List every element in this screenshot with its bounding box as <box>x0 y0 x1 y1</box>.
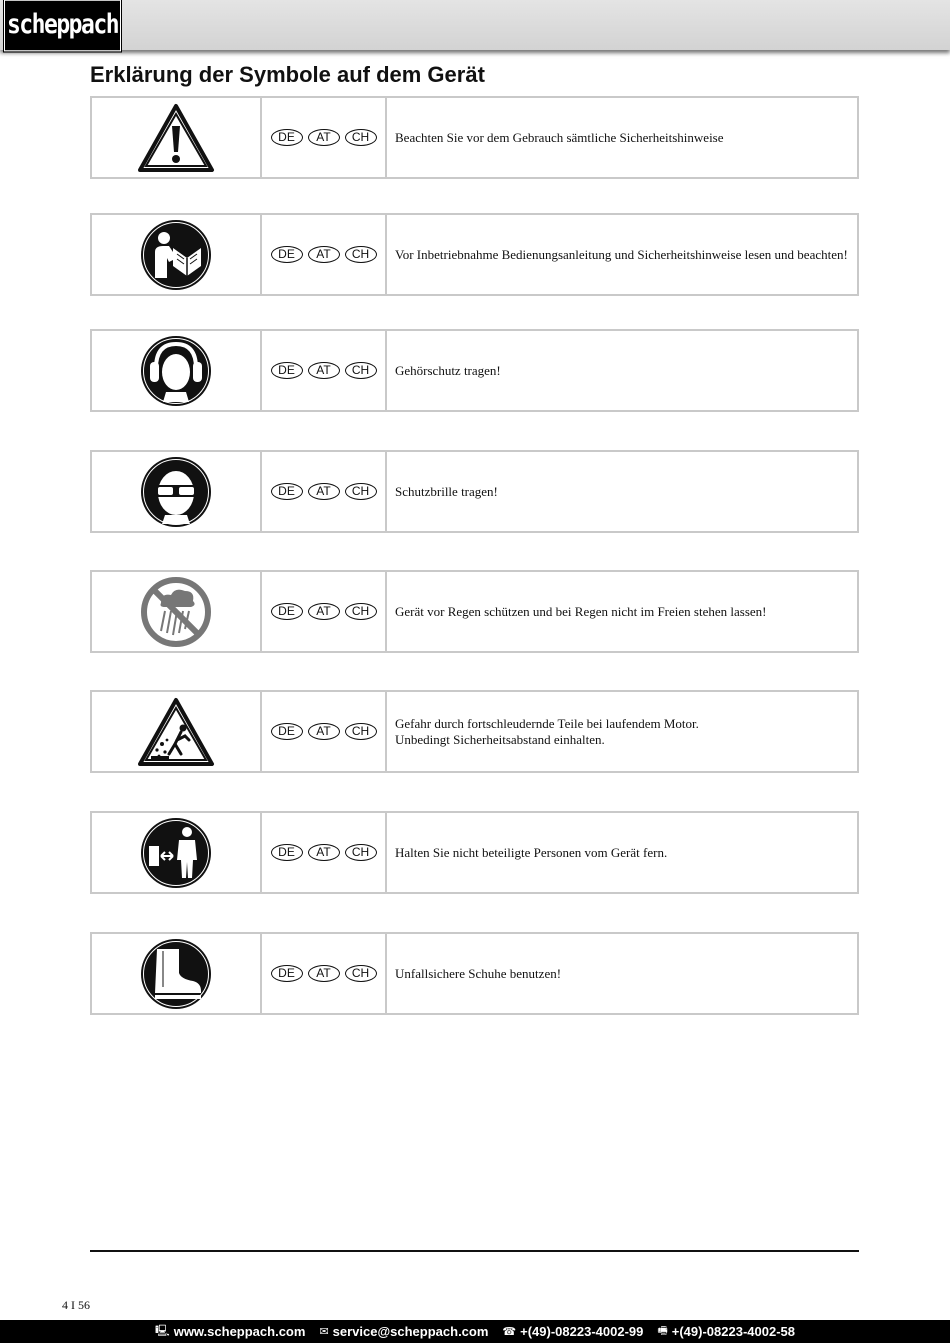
symbol-row <box>90 329 859 412</box>
country-badge-ch: CH <box>345 844 377 861</box>
country-badge-ch: CH <box>345 965 377 982</box>
symbol-row <box>90 570 859 653</box>
safety-shoes-icon <box>139 937 213 1011</box>
symbol-icon-cell <box>92 692 262 771</box>
country-badge-ch: CH <box>345 603 377 620</box>
symbol-icon-cell <box>92 572 262 651</box>
description-line: Halten Sie nicht beteiligte Personen vom Gerät fern. <box>395 844 668 860</box>
country-badge-de: DE <box>271 362 303 379</box>
symbol-row <box>90 450 859 533</box>
country-badge-at: AT <box>308 483 340 500</box>
country-badge-ch: CH <box>345 246 377 263</box>
symbol-icon-cell <box>92 98 262 177</box>
country-badge-ch: CH <box>345 483 377 500</box>
description-line: Gerät vor Regen schützen und bei Regen nicht im Freien stehen lassen! <box>395 603 767 619</box>
description-line: Unbedingt Sicherheitsabstand einhalten. <box>395 731 605 747</box>
country-badges <box>262 331 387 410</box>
footer-fax <box>657 1322 795 1341</box>
symbol-row <box>90 690 859 773</box>
country-badges <box>262 813 387 892</box>
brand-logo: scheppach <box>4 0 121 51</box>
country-badge-de: DE <box>271 965 303 982</box>
country-badge-ch: CH <box>345 129 377 146</box>
symbol-description <box>387 572 857 651</box>
symbol-row <box>90 213 859 296</box>
footer-bar <box>0 1320 950 1343</box>
country-badge-de: DE <box>271 483 303 500</box>
symbol-icon-cell <box>92 934 262 1013</box>
country-badges <box>262 572 387 651</box>
symbol-description <box>387 98 857 177</box>
phone-number: +(49)-08223-4002-99 <box>520 1324 644 1339</box>
symbol-description <box>387 934 857 1013</box>
country-badge-de: DE <box>271 246 303 263</box>
description-line: Gefahr durch fortschleudernde Teile bei laufendem Motor. <box>395 715 699 731</box>
country-badge-de: DE <box>271 603 303 620</box>
page-number: 4 I 56 <box>62 1298 90 1312</box>
country-badge-ch: CH <box>345 362 377 379</box>
footer-email[interactable] <box>319 1324 488 1339</box>
country-badge-at: AT <box>308 246 340 263</box>
symbol-icon-cell <box>92 813 262 892</box>
description-line: Beachten Sie vor dem Gebrauch sämtliche Sicherheitshinweise <box>395 129 724 145</box>
country-badges <box>262 934 387 1013</box>
symbol-row <box>90 811 859 894</box>
read-manual-icon <box>139 218 213 292</box>
country-badge-at: AT <box>308 844 340 861</box>
symbol-row <box>90 932 859 1015</box>
description-line: Vor Inbetriebnahme Bedienungsanleitung und Sicherheitshinweise lesen und beachten! <box>395 246 848 262</box>
country-badges <box>262 692 387 771</box>
computer-icon: 🖳︎ <box>155 1325 170 1337</box>
country-badge-de: DE <box>271 844 303 861</box>
country-badge-de: DE <box>271 723 303 740</box>
country-badges <box>262 452 387 531</box>
flying-debris-warning-icon <box>137 696 215 768</box>
symbol-row <box>90 96 859 179</box>
footer-divider <box>90 1250 859 1252</box>
safety-goggles-icon <box>139 455 213 529</box>
no-rain-icon <box>139 575 213 649</box>
country-badge-at: AT <box>308 129 340 146</box>
description-line: Schutzbrille tragen! <box>395 483 498 499</box>
country-badge-at: AT <box>308 362 340 379</box>
fax-icon: 🖷︎ <box>657 1325 668 1337</box>
symbol-icon-cell <box>92 452 262 531</box>
fax-number: +(49)-08223-4002-58 <box>671 1324 795 1339</box>
footer-website[interactable] <box>155 1322 305 1341</box>
country-badge-ch: CH <box>345 723 377 740</box>
country-badge-de: DE <box>271 129 303 146</box>
symbol-description <box>387 813 857 892</box>
country-badges <box>262 215 387 294</box>
country-badge-at: AT <box>308 603 340 620</box>
footer-phone <box>502 1324 643 1339</box>
symbol-description <box>387 692 857 771</box>
ear-protection-icon <box>139 334 213 408</box>
country-badges <box>262 98 387 177</box>
description-line: Unfallsichere Schuhe benutzen! <box>395 965 562 981</box>
header-bar <box>0 0 950 50</box>
symbol-icon-cell <box>92 215 262 294</box>
keep-distance-icon <box>139 816 213 890</box>
symbol-description <box>387 331 857 410</box>
mail-icon: ✉︎ <box>319 1326 329 1338</box>
phone-icon: ☎︎ <box>502 1326 517 1338</box>
symbol-icon-cell <box>92 331 262 410</box>
page-title: Erklärung der Symbole auf dem Gerät <box>90 62 485 87</box>
symbol-description <box>387 215 857 294</box>
country-badge-at: AT <box>308 723 340 740</box>
description-line: Gehörschutz tragen! <box>395 362 501 378</box>
country-badge-at: AT <box>308 965 340 982</box>
warning-triangle-icon <box>137 102 215 174</box>
website-link[interactable]: www.scheppach.com <box>173 1324 306 1339</box>
symbol-description <box>387 452 857 531</box>
email-link[interactable]: service@scheppach.com <box>332 1324 489 1339</box>
